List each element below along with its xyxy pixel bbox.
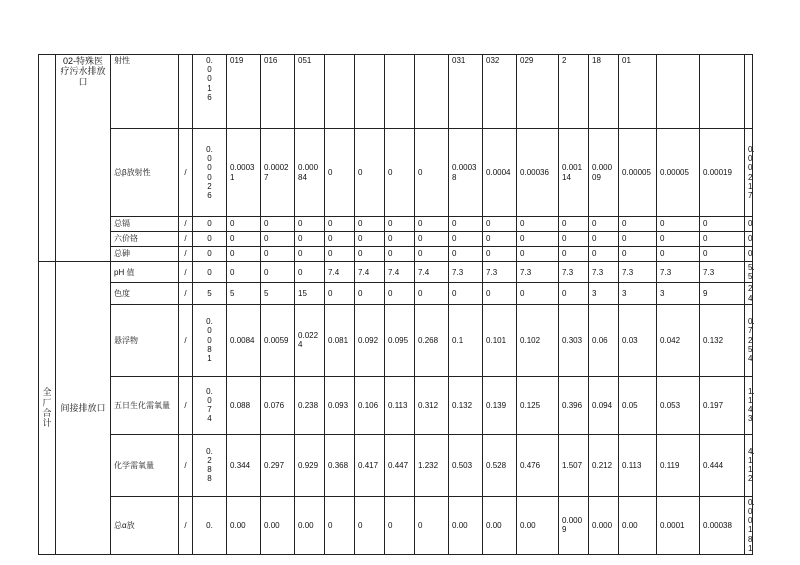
data-cell: 0.081 [325, 304, 355, 376]
data-cell: 0 [261, 232, 295, 247]
data-cell: 0 [261, 262, 295, 283]
data-cell: 0 [517, 247, 559, 262]
data-cell: 0.053 [657, 376, 700, 434]
data-cell: 0.476 [517, 434, 559, 496]
table-row [39, 376, 753, 434]
data-cell: 0 [517, 283, 559, 304]
table-row [39, 496, 753, 554]
data-cell: 0.095 [385, 304, 415, 376]
limit-value-text: 0 [207, 234, 212, 244]
data-cell: 0 [415, 496, 449, 554]
data-cell [355, 55, 385, 129]
data-cell: 7.4 [415, 262, 449, 283]
data-cell: 0.00038 [700, 496, 745, 554]
unit-cell: / [179, 217, 193, 232]
data-cell: 0.00009 [589, 129, 619, 217]
limit-value [193, 376, 227, 434]
limit-value [193, 434, 227, 496]
data-cell: 0 [355, 232, 385, 247]
data-cell: 0.106 [355, 376, 385, 434]
limit-value [193, 129, 227, 217]
data-cell: 0 [385, 217, 415, 232]
data-cell: 7.3 [700, 262, 745, 283]
data-cell: 7.3 [589, 262, 619, 283]
data-cell: 0.368 [325, 434, 355, 496]
special-outlet-rows [39, 55, 753, 262]
data-cell: 0.132 [449, 376, 483, 434]
data-cell: 0 [227, 217, 261, 232]
data-cell: 0 [700, 217, 745, 232]
data-cell: 0 [700, 247, 745, 262]
table-row [39, 304, 753, 376]
data-cell: 0 [619, 217, 657, 232]
limit-value [193, 247, 227, 262]
data-cell: 0.00036 [517, 129, 559, 217]
data-cell: 0.0009 [559, 496, 589, 554]
table-row [39, 55, 753, 129]
data-cell: 0.268 [415, 304, 449, 376]
data-cell: 0.113 [385, 376, 415, 434]
data-cell [325, 55, 355, 129]
data-cell: 0.139 [483, 376, 517, 434]
data-cell: 0 [589, 247, 619, 262]
table-row [39, 247, 753, 262]
data-cell: 0.444 [700, 434, 745, 496]
plant-total-label [39, 262, 56, 555]
data-cell: 0.00005 [619, 129, 657, 217]
data-cell: 0.447 [385, 434, 415, 496]
data-cell: 3 [589, 283, 619, 304]
unit-cell: / [179, 376, 193, 434]
data-cell: 0.042 [657, 304, 700, 376]
limit-value-text: 0.074 [206, 386, 213, 424]
data-cell: 0.0084 [227, 304, 261, 376]
data-cell: 0 [657, 232, 700, 247]
data-cell [657, 55, 700, 129]
limit-value-text: 0.0016 [206, 56, 213, 102]
limit-value-text: 0.0081 [206, 317, 213, 364]
indicator-name: 总α放 [111, 496, 179, 554]
data-cell: 3 [657, 283, 700, 304]
data-cell: 0 [261, 247, 295, 262]
data-cell: 0 [559, 247, 589, 262]
data-cell: 3 [619, 283, 657, 304]
data-cell: 0 [261, 217, 295, 232]
data-cell: 0.088 [227, 376, 261, 434]
data-cell: 0.00038 [449, 129, 483, 217]
data-cell: 019 [227, 55, 261, 129]
data-cell: 0 [227, 262, 261, 283]
limit-value-text: 0 [207, 267, 212, 277]
data-cell: 01 [619, 55, 657, 129]
data-cell: 0.00181 [745, 496, 753, 554]
limit-value-text: 0.00026 [206, 144, 213, 200]
data-cell: 7.3 [449, 262, 483, 283]
data-cell: 0 [355, 496, 385, 554]
data-cell: 1.143 [745, 376, 753, 434]
data-cell: 0 [619, 232, 657, 247]
unit-cell: / [179, 304, 193, 376]
limit-value [193, 262, 227, 283]
indicator-name: pH 值 [111, 262, 179, 283]
indicator-name: 总镉 [111, 217, 179, 232]
data-cell: 0.7254 [745, 304, 753, 376]
emissions-table [38, 54, 753, 555]
data-cell [700, 55, 745, 129]
data-cell: 0 [295, 247, 325, 262]
plant-total-text: 全厂合计 [42, 387, 52, 429]
table-row [39, 262, 753, 283]
data-cell: 0 [385, 247, 415, 262]
indicator-name: 六价铬 [111, 232, 179, 247]
data-cell: 051 [295, 55, 325, 129]
data-cell: 0 [745, 232, 753, 247]
data-cell: 0.06 [589, 304, 619, 376]
data-cell: 1.232 [415, 434, 449, 496]
unit-cell: / [179, 434, 193, 496]
data-cell: 7.3 [619, 262, 657, 283]
data-cell: 0.0001 [657, 496, 700, 554]
data-cell: 0.197 [700, 376, 745, 434]
data-cell: 0.092 [355, 304, 385, 376]
data-cell: 4.112 [745, 434, 753, 496]
data-cell: 0.132 [700, 304, 745, 376]
data-cell: 7.4 [385, 262, 415, 283]
data-cell: 0 [415, 129, 449, 217]
data-cell: 0.528 [483, 434, 517, 496]
table-row [39, 217, 753, 232]
data-cell: 5 [261, 283, 295, 304]
data-cell: 0 [559, 283, 589, 304]
data-cell: 0.000 [589, 496, 619, 554]
limit-value-text: 5 [207, 288, 212, 298]
limit-value-text: 0 [207, 249, 212, 259]
data-cell: 0 [449, 232, 483, 247]
data-cell: 18 [589, 55, 619, 129]
table-row [39, 129, 753, 217]
limit-value-text: 0 [207, 219, 212, 229]
data-cell: 0 [483, 247, 517, 262]
limit-value [193, 304, 227, 376]
limit-value [193, 283, 227, 304]
data-cell: 5.5 [745, 262, 753, 283]
data-cell: 0 [483, 283, 517, 304]
data-cell: 0 [325, 247, 355, 262]
unit-cell: / [179, 129, 193, 217]
data-cell: 9 [700, 283, 745, 304]
data-cell [415, 55, 449, 129]
data-cell: 0.094 [589, 376, 619, 434]
indicator-name: 总砷 [111, 247, 179, 262]
data-cell: 0 [325, 496, 355, 554]
data-cell: 0.417 [355, 434, 385, 496]
data-cell: 0.119 [657, 434, 700, 496]
data-cell: 0 [325, 217, 355, 232]
data-cell: 0 [657, 217, 700, 232]
limit-value [193, 496, 227, 554]
data-cell: 0 [449, 247, 483, 262]
data-cell: 0 [483, 217, 517, 232]
data-cell: 0 [745, 217, 753, 232]
data-cell: 0.00 [483, 496, 517, 554]
data-cell: 0 [700, 232, 745, 247]
data-cell: 0 [559, 217, 589, 232]
data-cell: 0 [295, 217, 325, 232]
data-cell: 1.507 [559, 434, 589, 496]
data-cell: 0.00027 [261, 129, 295, 217]
data-cell: 0 [483, 232, 517, 247]
data-cell: 0.212 [589, 434, 619, 496]
data-cell: 0.344 [227, 434, 261, 496]
data-cell: 0 [559, 232, 589, 247]
data-cell: 0.00217 [745, 129, 753, 217]
data-cell: 0.929 [295, 434, 325, 496]
data-cell: 0.0059 [261, 304, 295, 376]
data-cell: 0 [355, 283, 385, 304]
data-cell: 0.00084 [295, 129, 325, 217]
data-cell: 0 [227, 232, 261, 247]
data-cell: 0.396 [559, 376, 589, 434]
data-cell: 0.503 [449, 434, 483, 496]
data-cell: 0.076 [261, 376, 295, 434]
data-cell [745, 55, 753, 129]
data-cell: 0.00 [227, 496, 261, 554]
data-cell: 0 [517, 232, 559, 247]
data-cell: 0 [415, 247, 449, 262]
data-cell: 0.00 [295, 496, 325, 554]
data-cell: 7.4 [355, 262, 385, 283]
data-cell: 0.0004 [483, 129, 517, 217]
data-cell: 031 [449, 55, 483, 129]
data-cell: 0 [295, 232, 325, 247]
data-cell: 7.3 [483, 262, 517, 283]
data-cell: 0 [415, 217, 449, 232]
indicator-name: 总β放射性 [111, 129, 179, 217]
data-cell: 0 [385, 496, 415, 554]
data-cell: 24 [745, 283, 753, 304]
data-cell: 0 [657, 247, 700, 262]
indirect-outlet-label: 间接排放口 [56, 262, 111, 555]
plant-total-rows [39, 262, 753, 555]
data-cell: 7.3 [657, 262, 700, 283]
unit-cell: / [179, 232, 193, 247]
indicator-name: 色度 [111, 283, 179, 304]
data-cell: 0 [295, 262, 325, 283]
data-cell: 7.3 [559, 262, 589, 283]
data-cell: 0 [449, 283, 483, 304]
data-cell: 0 [745, 247, 753, 262]
data-cell: 016 [261, 55, 295, 129]
data-cell: 0.00005 [657, 129, 700, 217]
blank-section-cell [39, 55, 56, 262]
data-cell: 0.303 [559, 304, 589, 376]
indicator-name: 悬浮物 [111, 304, 179, 376]
data-cell: 0 [449, 217, 483, 232]
data-cell: 0.00 [517, 496, 559, 554]
data-cell: 0 [325, 129, 355, 217]
data-cell: 0 [355, 129, 385, 217]
data-cell: 029 [517, 55, 559, 129]
data-cell: 0.00019 [700, 129, 745, 217]
limit-value [193, 55, 227, 129]
data-cell: 0 [619, 247, 657, 262]
data-cell: 0.03 [619, 304, 657, 376]
data-cell: 2 [559, 55, 589, 129]
data-cell: 0.00 [619, 496, 657, 554]
data-cell: 0 [325, 232, 355, 247]
data-cell: 0 [589, 217, 619, 232]
limit-value [193, 217, 227, 232]
data-cell: 0 [415, 232, 449, 247]
data-cell: 0.101 [483, 304, 517, 376]
data-cell: 5 [227, 283, 261, 304]
data-cell: 0 [227, 247, 261, 262]
data-cell: 7.3 [517, 262, 559, 283]
data-cell: 032 [483, 55, 517, 129]
table-row [39, 434, 753, 496]
limit-value-text: 0. [206, 520, 213, 530]
data-cell: 0 [355, 247, 385, 262]
data-cell: 0.297 [261, 434, 295, 496]
data-cell: 0 [589, 232, 619, 247]
data-cell: 0.1 [449, 304, 483, 376]
unit-cell: / [179, 262, 193, 283]
data-cell: 0 [355, 217, 385, 232]
data-cell: 0.0224 [295, 304, 325, 376]
outlet-name: 02-特殊医疗污水排放口 [56, 55, 111, 262]
data-cell: 0.00 [449, 496, 483, 554]
limit-value-text: 0.288 [206, 446, 213, 484]
data-cell: 15 [295, 283, 325, 304]
indicator-name: 五日生化需氧量 [111, 376, 179, 434]
indicator-name: 化学需氧量 [111, 434, 179, 496]
data-cell: 0 [415, 283, 449, 304]
data-cell: 0 [385, 232, 415, 247]
limit-value [193, 232, 227, 247]
data-cell: 0.102 [517, 304, 559, 376]
unit-cell [179, 55, 193, 129]
data-cell: 0.125 [517, 376, 559, 434]
data-cell: 0.05 [619, 376, 657, 434]
indicator-name: 射性 [111, 55, 179, 129]
data-cell: 0.093 [325, 376, 355, 434]
data-cell: 0 [325, 283, 355, 304]
data-cell: 7.4 [325, 262, 355, 283]
unit-cell: / [179, 283, 193, 304]
data-cell: 0.00114 [559, 129, 589, 217]
data-cell [385, 55, 415, 129]
data-cell: 0 [385, 129, 415, 217]
table-row [39, 232, 753, 247]
data-cell: 0.312 [415, 376, 449, 434]
unit-cell: / [179, 247, 193, 262]
data-cell: 0.113 [619, 434, 657, 496]
data-cell: 0.238 [295, 376, 325, 434]
data-cell: 0 [385, 283, 415, 304]
data-cell: 0 [517, 217, 559, 232]
unit-cell: / [179, 496, 193, 554]
table-row [39, 283, 753, 304]
data-cell: 0.00031 [227, 129, 261, 217]
data-cell: 0.00 [261, 496, 295, 554]
